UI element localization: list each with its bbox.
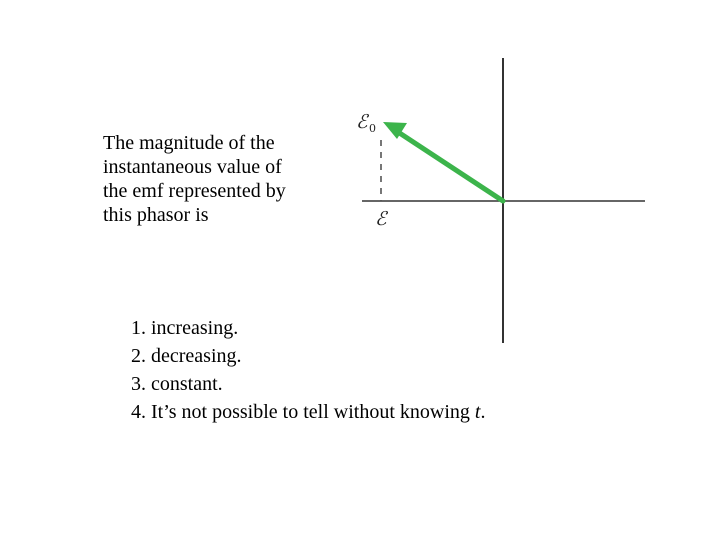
choice-text: increasing. <box>151 317 239 339</box>
phasor-amplitude-label: ℰ <box>356 111 368 133</box>
phasor-arrow <box>398 132 503 201</box>
answer-choice[interactable] <box>131 314 485 342</box>
choice-text: decreasing. <box>151 345 242 367</box>
phasor-amplitude-subscript: 0 <box>369 122 376 135</box>
question-line: the emf represented by <box>103 180 286 202</box>
answer-choice[interactable] <box>131 398 485 426</box>
emf-projection-label: ℰ <box>375 208 387 230</box>
choice-number: 2. <box>131 345 146 367</box>
choice-text: constant. <box>151 373 223 395</box>
choice-variable: t <box>474 401 481 423</box>
choice-number: 1. <box>131 317 146 339</box>
choice-number: 3. <box>131 373 146 395</box>
choice-text: It’s not possible to tell without knowing <box>151 401 475 423</box>
answer-choice[interactable] <box>131 370 485 398</box>
choice-number: 4. <box>131 401 146 423</box>
question-line: The magnitude of the <box>103 132 275 154</box>
question-line: this phasor is <box>103 204 209 226</box>
question-line: instantaneous value of <box>103 156 282 178</box>
choice-suffix: . <box>480 401 486 423</box>
answer-choices <box>131 314 485 426</box>
answer-choice[interactable] <box>131 342 485 370</box>
